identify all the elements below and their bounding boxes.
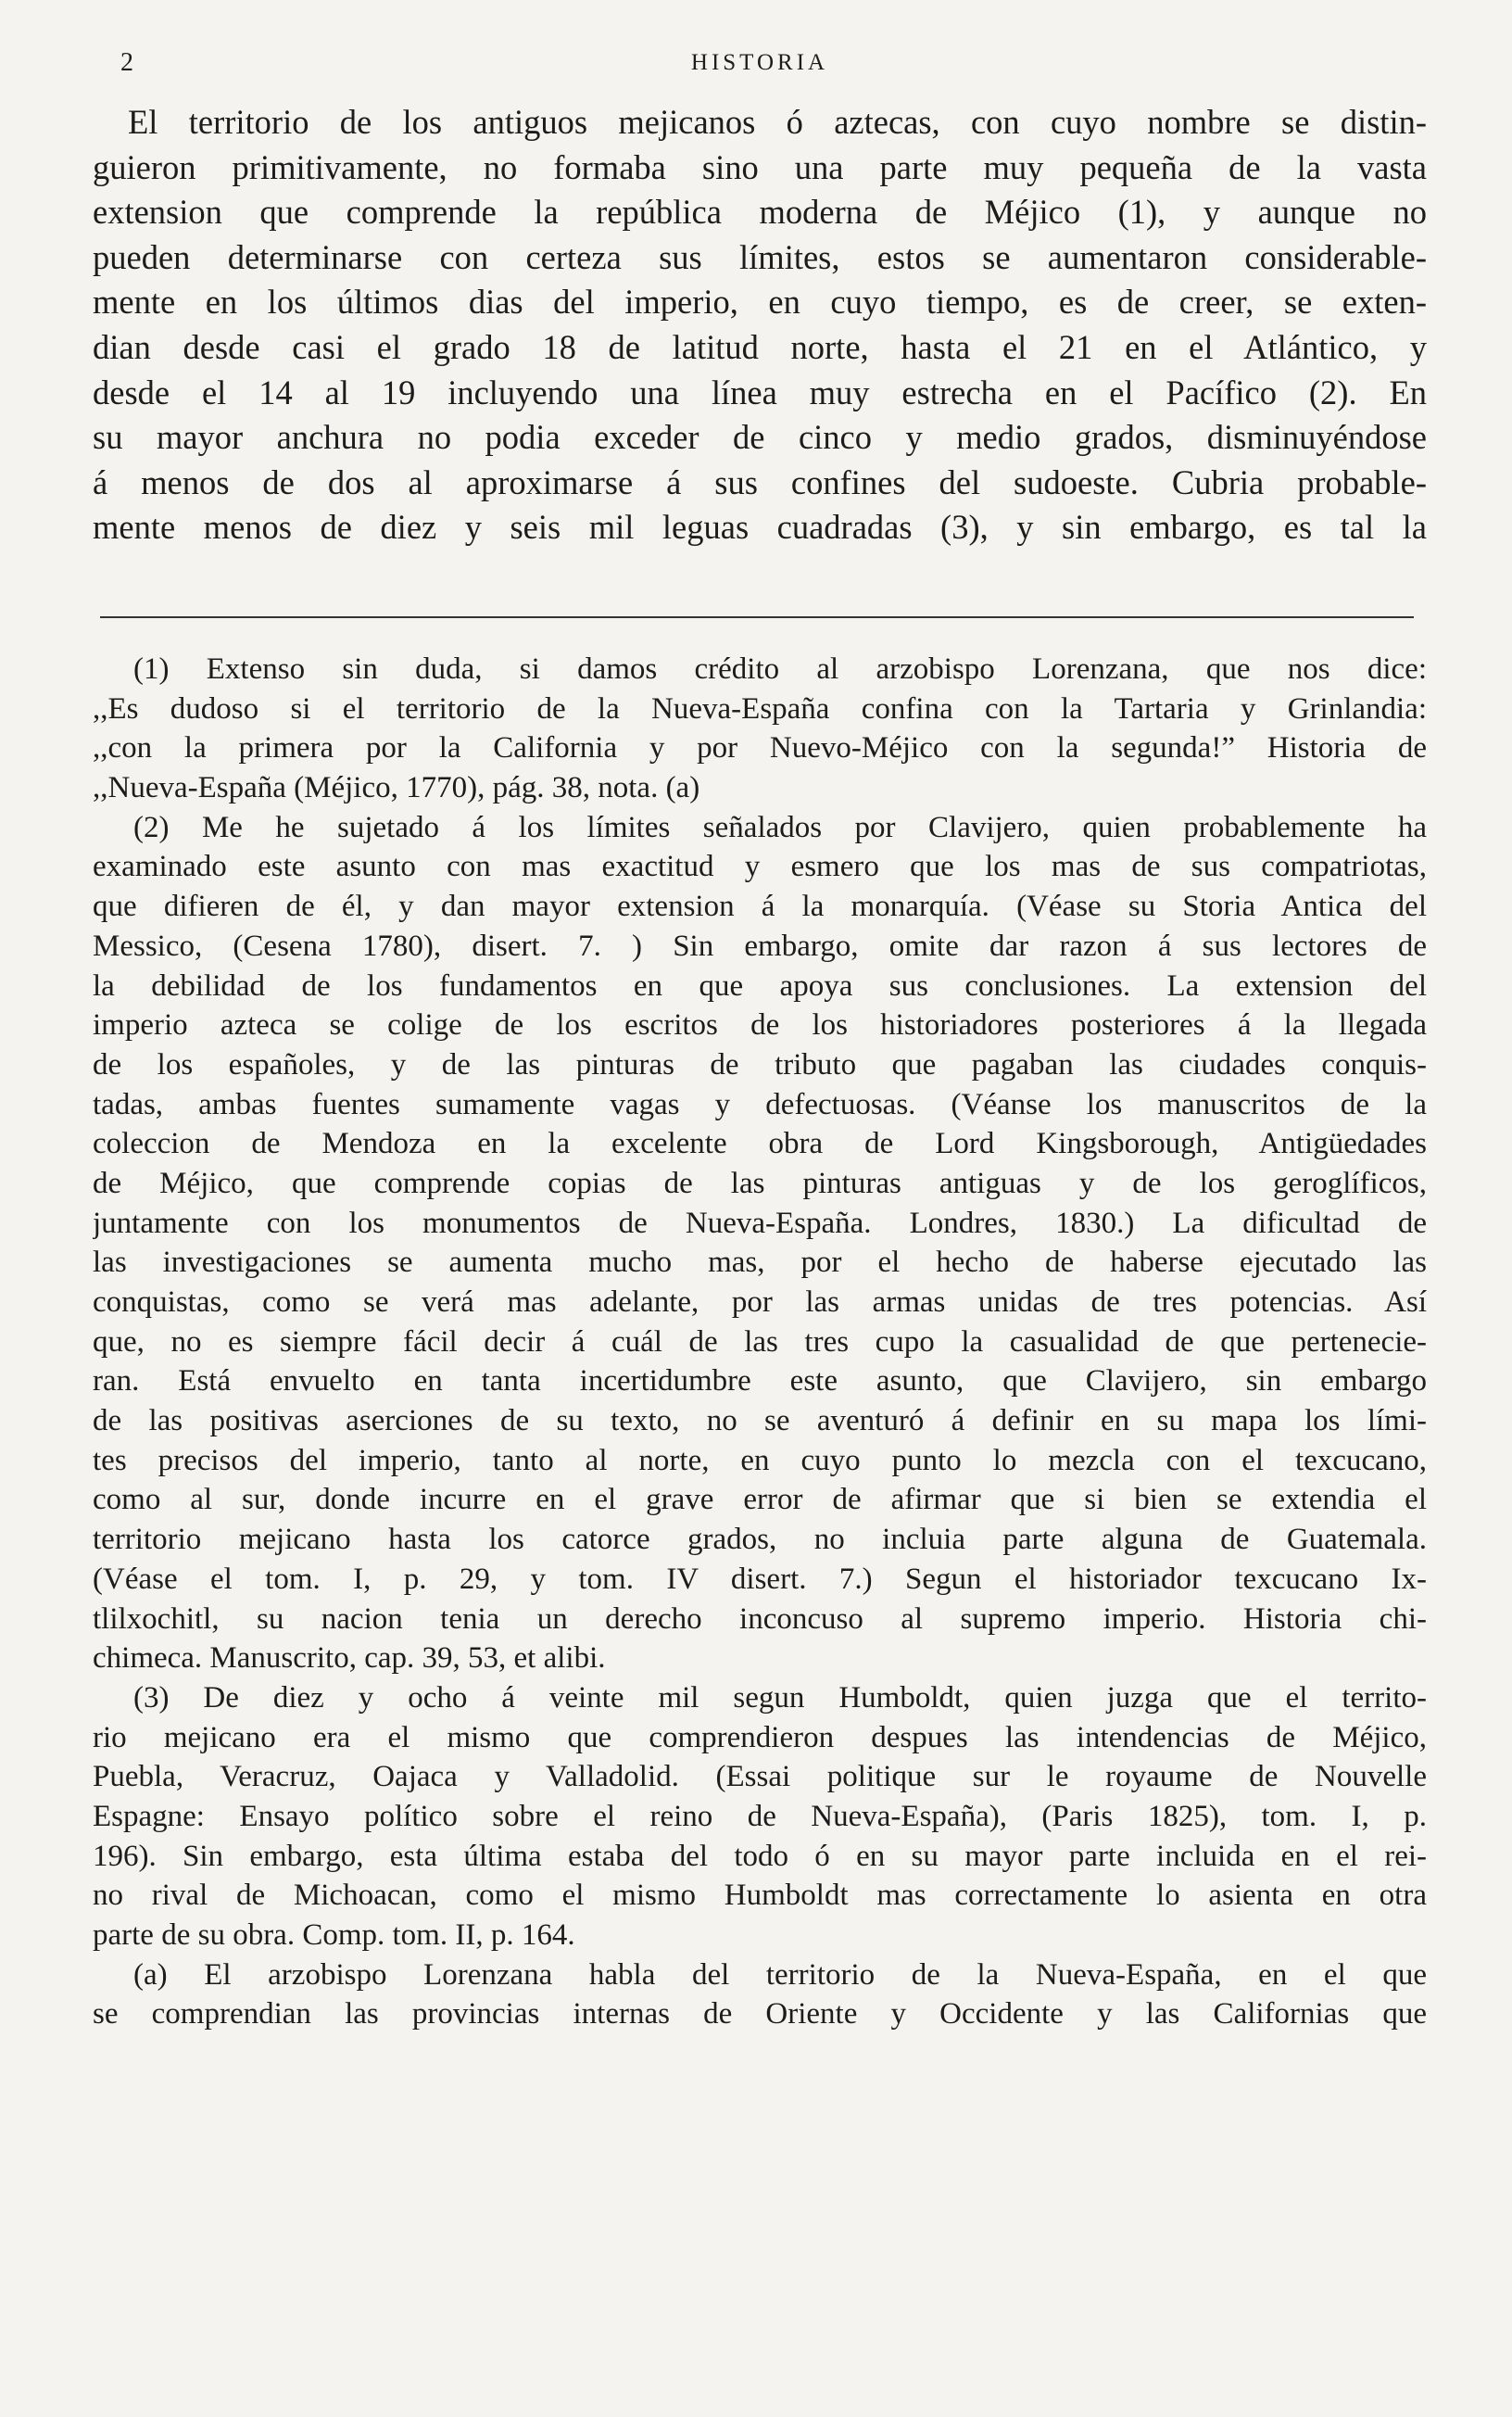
footnote-line: tadas, ambas fuentes sumamente vagas y defectuosas. (Véanse los manuscritos de la	[93, 1087, 1427, 1121]
footnote-line: de los españoles, y de las pinturas de tributo que pagaban las ciudades conquis-	[93, 1047, 1427, 1082]
body-line: mente en los últimos dias del imperio, en cuyo tiempo, es de creer, se exten-	[93, 283, 1427, 322]
footnote-line: juntamente con los monumentos de Nueva-España. Londres, 1830.) La dificultad de	[93, 1206, 1427, 1240]
footnote-line: tlilxochitl, su nacion tenia un derecho inconcuso al supremo imperio. Historia chi-	[93, 1601, 1427, 1636]
footnote-line: chimeca. Manuscrito, cap. 39, 53, et alibi.	[93, 1641, 606, 1676]
footnote-line: ,,Es dudoso si el territorio de la Nueva-España confina con la Tartaria y Grinlandia:	[93, 691, 1427, 726]
footnote-line: la debilidad de los fundamentos en que apoya sus conclusiones. La extension del	[93, 968, 1427, 1003]
footnote-line: imperio azteca se colige de los escritos de los historiadores posteriores á la llegada	[93, 1008, 1427, 1043]
footnote-line: coleccion de Mendoza en la excelente obra de Lord Kingsborough, Antigüedades	[93, 1127, 1427, 1161]
footnote-line: que difieren de él, y dan mayor extension á la monarquía. (Véase su Storia Antica del	[93, 890, 1427, 924]
footnote-line: (3) De diez y ocho á veinte mil segun Humboldt, quien juzga que el territo-	[133, 1680, 1427, 1715]
footnote-line: ran. Está envuelto en tanta incertidumbre este asunto, que Clavijero, sin embargo	[93, 1364, 1427, 1398]
body-line: su mayor anchura no podia exceder de cinco y medio grados, disminuyéndose	[93, 418, 1427, 457]
body-line: desde el 14 al 19 incluyendo una línea muy estrecha en el Pacífico (2). En	[93, 373, 1427, 411]
body-line: dian desde casi el grado 18 de latitud norte, hasta el 21 en el Atlántico, y	[93, 327, 1427, 366]
footnotes	[93, 650, 1427, 2034]
footnote-line: parte de su obra. Comp. tom. II, p. 164.	[93, 1918, 575, 1952]
footnote-line: rio mejicano era el mismo que comprendieron despues las intendencias de Méjico,	[93, 1720, 1427, 1754]
footnote-line: ,,Nueva-España (Méjico, 1770), pág. 38, nota. (a)	[93, 771, 700, 805]
body-line: guieron primitivamente, no formaba sino una parte muy pequeña de la vasta	[93, 147, 1427, 186]
body-line: á menos de dos al aproximarse á sus confines del sudoeste. Cubria probable-	[93, 462, 1427, 501]
footnote-divider	[100, 616, 1414, 618]
page-number: 2	[120, 48, 134, 77]
footnote-line: tes precisos del imperio, tanto al norte, en cuyo punto lo mezcla con el texcucano,	[93, 1443, 1427, 1477]
body-line: extension que comprende la república moderna de Méjico (1), y aunque no	[93, 193, 1427, 232]
footnote-line: (a) El arzobispo Lorenzana habla del territorio de la Nueva-España, en el que	[133, 1957, 1427, 1992]
footnote-line: no rival de Michoacan, como el mismo Humboldt mas correctamente lo asienta en otra	[93, 1879, 1427, 1913]
footnote-line: 196). Sin embargo, esta última estaba del todo ó en su mayor parte incluida en el rei-	[93, 1839, 1427, 1873]
footnote-line: Puebla, Veracruz, Oajaca y Valladolid. (Essai politique sur le royaume de Nouvelle	[93, 1760, 1427, 1794]
main-paragraph	[93, 100, 1427, 550]
footnote-line: (Véase el tom. I, p. 29, y tom. IV disert. 7.) Segun el historiador texcucano Ix-	[93, 1562, 1427, 1596]
page-header	[93, 48, 1427, 85]
body-line: pueden determinarse con certeza sus límites, estos se aumentaron considerable-	[93, 237, 1427, 276]
body-line: mente menos de diez y seis mil leguas cuadradas (3), y sin embargo, es tal la	[93, 508, 1427, 547]
running-title: HISTORIA	[690, 50, 829, 75]
footnote-line: se comprendian las provincias internas de Oriente y Occidente y las Californias que	[93, 1997, 1427, 2031]
footnote-line: las investigaciones se aumenta mucho mas, por el hecho de haberse ejecutado las	[93, 1246, 1427, 1280]
footnote-line: (2) Me he sujetado á los límites señalados por Clavijero, quien probablemente ha	[133, 810, 1427, 844]
footnote-line: examinado este asunto con mas exactitud y esmero que los mas de sus compatriotas,	[93, 850, 1427, 884]
footnote-line: territorio mejicano hasta los catorce grados, no incluia parte alguna de Guatemala.	[93, 1523, 1427, 1557]
footnote-line: (1) Extenso sin duda, si damos crédito al arzobispo Lorenzana, que nos dice:	[133, 652, 1427, 686]
footnote-line: como al sur, donde incurre en el grave error de afirmar que si bien se extendia el	[93, 1483, 1427, 1517]
body-line: El territorio de los antiguos mejicanos ó aztecas, con cuyo nombre se distin-	[128, 103, 1427, 141]
footnote-line: que, no es siempre fácil decir á cuál de las tres cupo la casualidad de que pertenecie-	[93, 1324, 1427, 1359]
footnote-line: de las positivas aserciones de su texto, no se aventuró á definir en su mapa los lími-	[93, 1404, 1427, 1438]
footnote-line: Messico, (Cesena 1780), disert. 7. ) Sin embargo, omite dar razon á sus lectores de	[93, 929, 1427, 963]
footnote-line: ,,con la primera por la California y por Nuevo-Méjico con la segunda!” Historia de	[93, 731, 1427, 766]
footnote-line: Espagne: Ensayo político sobre el reino de Nueva-España), (Paris 1825), tom. I, p.	[93, 1799, 1427, 1833]
footnote-line: conquistas, como se verá mas adelante, por las armas unidas de tres potencias. Así	[93, 1285, 1427, 1319]
footnote-line: de Méjico, que comprende copias de las pinturas antiguas y de los geroglíficos,	[93, 1166, 1427, 1200]
